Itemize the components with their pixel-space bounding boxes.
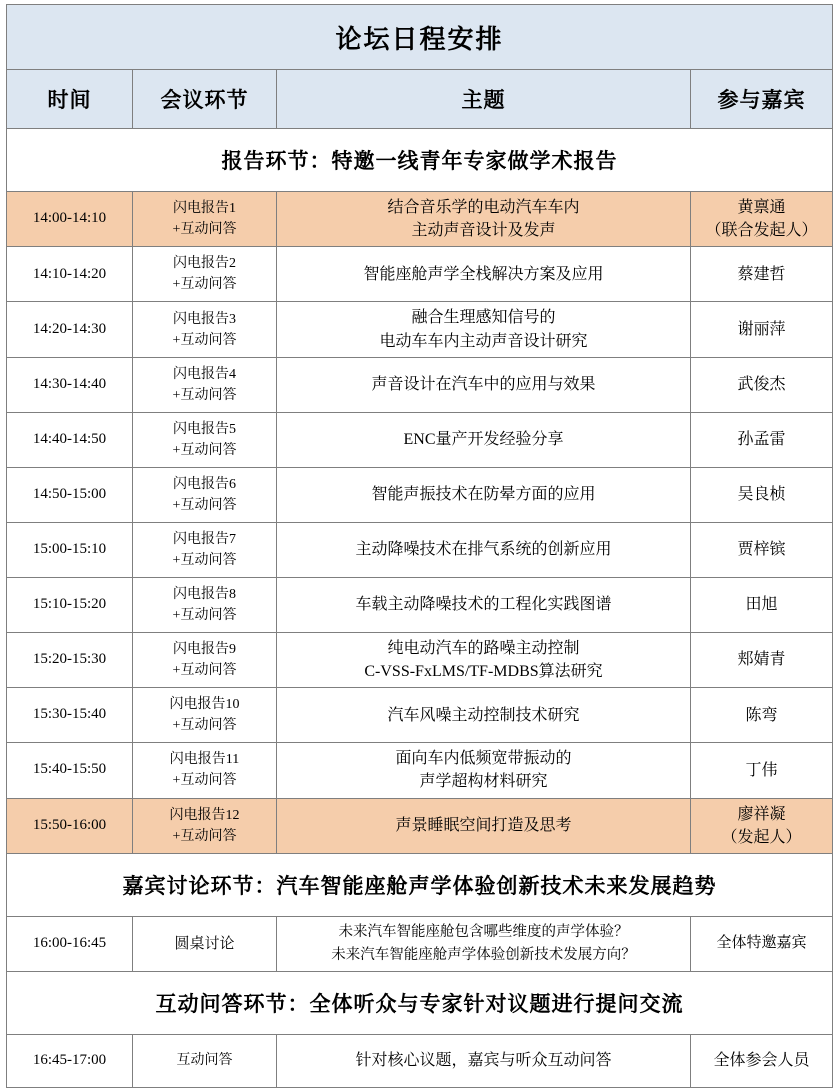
row-topic <box>277 467 691 522</box>
row-session-line: 闪电报告3 <box>173 311 236 327</box>
row-guest <box>691 302 833 357</box>
row-topic-line: 声学超构材料研究 <box>419 773 548 791</box>
row-topic <box>277 688 691 743</box>
section-heading: 互动问答环节：全体听众与专家针对议题进行提问交流 <box>7 971 833 1034</box>
row-session-line: 闪电报告4 <box>173 366 236 382</box>
row-guest <box>691 916 833 971</box>
row-session <box>133 357 277 412</box>
row-time: 14:40-14:50 <box>7 412 133 467</box>
row-session <box>133 577 277 632</box>
row-session <box>133 412 277 467</box>
table-row <box>7 467 833 522</box>
section-heading: 报告环节：特邀一线青年专家做学术报告 <box>7 129 833 192</box>
page-title: 论坛日程安排 <box>7 5 833 70</box>
table-row <box>7 743 833 798</box>
row-guest-line: （发起人） <box>721 828 802 846</box>
column-header: 主题 <box>277 70 691 129</box>
row-topic-line: 智能座舱声学全栈解决方案及应用 <box>363 265 604 283</box>
row-topic <box>277 916 691 971</box>
row-session-line: +互动问答 <box>172 277 237 293</box>
row-session <box>133 632 277 687</box>
row-topic-line: ENC量产开发经验分享 <box>403 431 564 449</box>
row-session <box>133 247 277 302</box>
row-session <box>133 688 277 743</box>
row-topic-line: 融合生理感知信号的 <box>411 309 556 327</box>
row-guest-line: 吴良桢 <box>737 486 786 504</box>
row-guest <box>691 192 833 247</box>
row-session-line: +互动问答 <box>172 828 237 844</box>
row-topic-line: 智能声振技术在防晕方面的应用 <box>371 486 596 504</box>
table-row <box>7 798 833 853</box>
row-topic-line: 主动声音设计及发声 <box>411 222 556 240</box>
row-topic-line: 未来汽车智能座舱包含哪些维度的声学体验？ <box>338 924 629 941</box>
row-session <box>133 467 277 522</box>
row-topic <box>277 247 691 302</box>
table-row <box>7 577 833 632</box>
row-session-line: +互动问答 <box>172 497 237 513</box>
row-time: 15:20-15:30 <box>7 632 133 687</box>
row-guest <box>691 412 833 467</box>
row-topic-line: 主动降噪技术在排气系统的创新应用 <box>355 541 612 559</box>
row-time: 15:00-15:10 <box>7 522 133 577</box>
row-guest <box>691 798 833 853</box>
table-row <box>7 1034 833 1087</box>
section-heading: 嘉宾讨论环节：汽车智能座舱声学体验创新技术未来发展趋势 <box>7 853 833 916</box>
row-topic <box>277 798 691 853</box>
row-session <box>133 192 277 247</box>
row-topic-line: 汽车风噪主动控制技术研究 <box>387 706 580 724</box>
row-guest-line: 田旭 <box>745 596 778 614</box>
row-session-line: 闪电报告5 <box>173 421 236 437</box>
row-topic <box>277 577 691 632</box>
row-time: 14:20-14:30 <box>7 302 133 357</box>
row-topic-line: 纯电动汽车的路噪主动控制 <box>387 639 580 657</box>
column-header: 会议环节 <box>133 70 277 129</box>
row-guest <box>691 632 833 687</box>
schedule-table <box>6 4 833 1088</box>
row-guest <box>691 688 833 743</box>
row-session-line: 闪电报告7 <box>173 531 236 547</box>
row-guest-line: 全体特邀嘉宾 <box>716 935 807 951</box>
row-topic-line: 结合音乐学的电动汽车车内 <box>387 199 580 216</box>
table-row <box>7 916 833 971</box>
row-session-line: 闪电报告8 <box>173 586 236 602</box>
row-session-line: +互动问答 <box>172 222 237 238</box>
row-session-line: +互动问答 <box>172 332 237 348</box>
column-header: 参与嘉宾 <box>691 70 833 129</box>
row-topic-line: C-VSS-FxLMS/TF-MDBS算法研究 <box>364 662 603 680</box>
row-guest <box>691 467 833 522</box>
row-topic <box>277 743 691 798</box>
row-guest <box>691 357 833 412</box>
row-topic-line: 车载主动降噪技术的工程化实践图谱 <box>355 596 612 614</box>
row-guest-line: 孙孟雷 <box>737 431 786 449</box>
row-session-line: 闪电报告11 <box>169 752 240 768</box>
table-row <box>7 412 833 467</box>
row-session-line: +互动问答 <box>172 662 237 678</box>
row-time: 16:00-16:45 <box>7 916 133 971</box>
row-topic <box>277 357 691 412</box>
row-topic-line: 声音设计在汽车中的应用与效果 <box>371 376 596 394</box>
row-session-line: +互动问答 <box>172 718 237 734</box>
row-guest-line: 郏婧青 <box>737 651 786 669</box>
row-time: 14:30-14:40 <box>7 357 133 412</box>
row-session-line: +互动问答 <box>172 607 237 623</box>
row-guest-line: 黄禀通 <box>737 199 786 216</box>
row-guest-line: 贾梓镔 <box>737 541 786 559</box>
row-guest <box>691 1034 833 1087</box>
row-session <box>133 522 277 577</box>
row-session-line: +互动问答 <box>172 773 237 789</box>
row-session-line: 闪电报告2 <box>173 256 236 272</box>
row-time: 15:30-15:40 <box>7 688 133 743</box>
row-time: 14:10-14:20 <box>7 247 133 302</box>
row-session <box>133 302 277 357</box>
row-session <box>133 743 277 798</box>
row-session-line: 闪电报告6 <box>173 476 236 492</box>
row-topic <box>277 412 691 467</box>
row-topic <box>277 192 691 247</box>
row-topic <box>277 522 691 577</box>
row-time: 15:50-16:00 <box>7 798 133 853</box>
row-session-line: 闪电报告12 <box>169 807 240 823</box>
row-topic <box>277 632 691 687</box>
row-guest <box>691 577 833 632</box>
row-guest-line: 陈弯 <box>745 706 778 724</box>
row-time: 14:00-14:10 <box>7 192 133 247</box>
section-heading-row <box>7 129 833 192</box>
row-time: 15:10-15:20 <box>7 577 133 632</box>
row-session-line: 闪电报告9 <box>173 641 236 657</box>
row-topic <box>277 1034 691 1087</box>
column-header: 时间 <box>7 70 133 129</box>
section-heading-row <box>7 971 833 1034</box>
row-guest <box>691 247 833 302</box>
table-row <box>7 302 833 357</box>
document-title-row <box>7 5 833 70</box>
row-session-line: 闪电报告1 <box>173 201 236 217</box>
table-row <box>7 247 833 302</box>
row-guest-line: 丁伟 <box>745 761 778 779</box>
row-topic-line: 声景睡眠空间打造及思考 <box>395 817 572 835</box>
row-session-line: +互动问答 <box>172 387 237 403</box>
row-session-line: 互动问答 <box>176 1053 233 1069</box>
row-session-line: 圆桌讨论 <box>174 935 235 952</box>
row-time: 16:45-17:00 <box>7 1034 133 1087</box>
table-row <box>7 632 833 687</box>
table-row <box>7 192 833 247</box>
row-guest-line: 蔡建哲 <box>737 265 786 283</box>
row-topic-line: 针对核心议题，嘉宾与听众互动问答 <box>355 1052 612 1070</box>
row-guest-line: 谢丽萍 <box>737 320 786 338</box>
row-time: 14:50-15:00 <box>7 467 133 522</box>
table-row <box>7 357 833 412</box>
row-session <box>133 798 277 853</box>
row-topic-line: 面向车内低频宽带振动的 <box>395 750 572 768</box>
row-session-line: +互动问答 <box>172 442 237 458</box>
row-topic-line: 未来汽车智能座舱声学体验创新技术发展方向？ <box>331 946 636 963</box>
row-session <box>133 1034 277 1087</box>
row-guest-line: （联合发起人） <box>705 222 818 240</box>
section-heading-row <box>7 853 833 916</box>
table-header-row <box>7 70 833 129</box>
row-session-line: 闪电报告10 <box>169 697 240 713</box>
table-row <box>7 688 833 743</box>
row-time: 15:40-15:50 <box>7 743 133 798</box>
row-guest-line: 武俊杰 <box>737 376 786 394</box>
row-topic <box>277 302 691 357</box>
row-guest <box>691 743 833 798</box>
row-topic-line: 电动车车内主动声音设计研究 <box>379 332 588 350</box>
row-guest <box>691 522 833 577</box>
row-session-line: +互动问答 <box>172 552 237 568</box>
row-guest-line: 廖祥凝 <box>737 805 786 823</box>
table-row <box>7 522 833 577</box>
row-guest-line: 全体参会人员 <box>713 1052 810 1070</box>
row-session <box>133 916 277 971</box>
